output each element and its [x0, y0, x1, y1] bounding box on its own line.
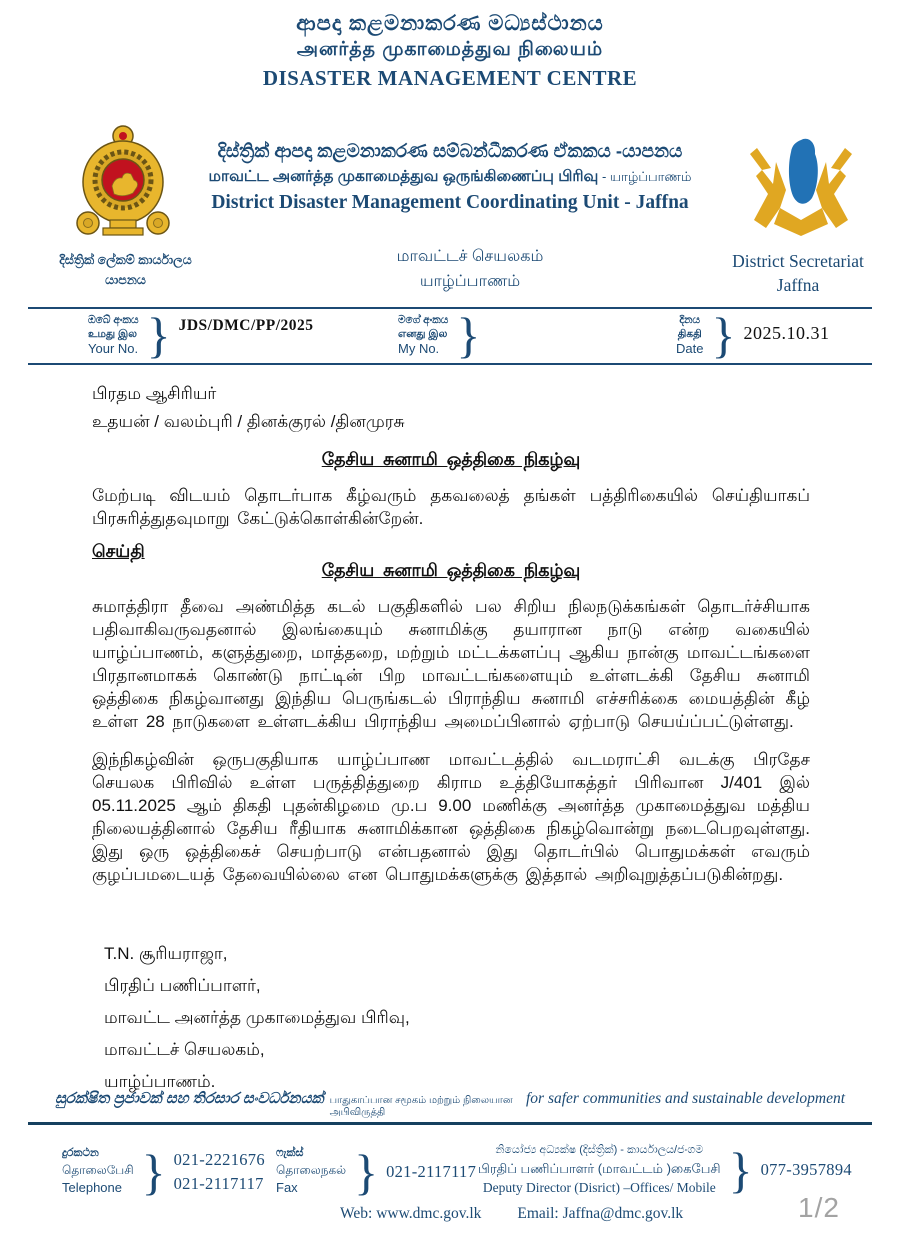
org-title-sinhala: ආපදා කළමනාකරණ මධ්‍යස්ථානය: [296, 12, 604, 35]
telephone-number-2: 021-2117117: [173, 1174, 264, 1194]
telephone-tamil: தொலைபேசி: [62, 1162, 134, 1177]
footer-rule: [28, 1122, 872, 1125]
org-title-tamil: அனர்த்த முகாமைத்துவ நிலையம்: [296, 39, 604, 60]
district-secretariat-logo: [742, 132, 860, 247]
telephone-number-1: 021-2221676: [173, 1150, 265, 1170]
motto-sinhala: සුරක්ෂිත ප්‍රජාවක් සහ තිරසාර සංවර්ධනයක්: [55, 1090, 324, 1107]
fax-brace: }: [354, 1144, 379, 1201]
sri-lanka-emblem-logo: [68, 124, 178, 246]
left-logo-caption-line2: යාපනය: [105, 273, 146, 287]
right-logo-caption-line1: District Secretariat: [732, 251, 864, 271]
subject-heading-2: தேசிய சுனாமி ஒத்திகை நிகழ்வு: [321, 560, 581, 580]
subject-heading: தேசிய சுனாமி ஒத்திகை நிகழ்வு: [321, 449, 581, 469]
reference-bar-bottom-rule: [28, 363, 872, 365]
unit-title-tamil-suffix: - யாழ்ப்பாணம்: [598, 169, 692, 184]
my-no-group: [398, 307, 488, 363]
secretariat-tamil-line2: யாழ்ப்பாணம்: [419, 272, 521, 290]
unit-title-tamil: [170, 168, 730, 187]
right-logo-caption: [698, 250, 898, 297]
body-paragraph-2: இந்நிகழ்வின் ஒருபகுதியாக யாழ்ப்பாண மாவட்டத்தில் வடமராட்சி வடக்கு பிரதேச செயலக பிரிவில் உள்ள பருத்தித்துறை கிராம உத்தியோகத்தர் பிரிவான J/401 இல் 05.11.2025 ஆம் திகதி புதன்கிழமை மு.ப 9.00 மணிக்கு அனர்த்த முகாமைத்துவ மத்திய நிலையத்தினால் தேசிய ரீதியாக சுனாமிக்கான ஒத்திகை நிகழ்வொன்று நடைபெறவுள்ளது. இது ஒரு ஒத்திகைச் செயற்பாடு என்பதனால் இது தொடர்பில் பொதுமக்கள் எவரும் குழப்பமடையத் தேவையில்லை என பொதுமக்களுக்கு இத்தால் அறிவுறுத்தப்படுகின்றது.: [92, 750, 810, 884]
your-no-group: [88, 307, 314, 363]
fax-tamil: தொலைநகல்: [276, 1162, 347, 1177]
deputy-director-tamil: பிரதிப் பணிப்பாளர் (மாவட்டம் )கைபேசி: [478, 1160, 721, 1176]
date-group: [676, 307, 830, 363]
org-title-block: [0, 12, 900, 91]
date-tamil: திகதி: [677, 327, 702, 340]
your-no-brace: }: [146, 307, 171, 363]
fax-sinhala: ෆැක්ස්: [276, 1147, 304, 1159]
my-no-labels: [398, 314, 448, 358]
deputy-director-labels: [478, 1142, 721, 1198]
motto-english: for safer communities and sustainable development: [526, 1090, 845, 1107]
unit-title-tamil-main: மாவட்ட அனர்த்த முகாமைத்துவ ஒருங்கிணைப்பு பிரிவு: [208, 168, 599, 185]
secretariat-tamil-line1: மாவட்டச் செயலகம்: [396, 248, 544, 265]
date-brace: }: [711, 307, 736, 363]
telephone-brace: }: [141, 1144, 166, 1201]
signatory-division: மாவட்ட அனர்த்த முகாமைத்துவ பிரிவு,: [104, 1008, 410, 1027]
secretariat-tamil-block: [320, 245, 620, 295]
telephone-numbers: [174, 1148, 265, 1196]
telephone-sinhala: දුරකථන: [62, 1147, 99, 1159]
sri-lanka-map-icon: [789, 139, 818, 204]
unit-title-english: District Disaster Management Coordinating Unit - Jaffna: [211, 192, 689, 213]
signatory-title: பிரதிப் பணிப்பாளர்,: [104, 976, 261, 995]
signatory-place: யாழ்ப்பாணம்.: [104, 1072, 216, 1091]
web-email-row: [340, 1205, 683, 1223]
fax-english: Fax: [276, 1180, 298, 1196]
motto-tamil: பாதுகாப்பான சமூகம் மற்றும் நிலையான அபிவிருத்தி: [329, 1095, 513, 1118]
right-logo-caption-line2: Jaffna: [776, 274, 820, 295]
telephone-group: [62, 1144, 265, 1201]
fax-number: 021-2117117: [386, 1162, 477, 1182]
my-no-english: My No.: [398, 341, 440, 357]
deputy-director-sinhala: නියෝජ්‍ය අධ්‍යක්ෂ (දිස්ත්‍රික්) - කාර්යාලය/ජංගම: [495, 1144, 704, 1156]
my-no-sinhala: මගේ අංකය: [398, 314, 449, 326]
addressee-block: [92, 380, 405, 436]
org-title-english: DISASTER MANAGEMENT CENTRE: [262, 66, 638, 90]
your-no-tamil: உமது இல: [88, 327, 137, 340]
my-no-tamil: எனது இல: [398, 327, 448, 340]
your-no-labels: [88, 314, 139, 358]
fax-group: [276, 1144, 477, 1201]
motto-row: [55, 1090, 845, 1119]
date-sinhala: දිනය: [679, 314, 701, 326]
left-logo-caption-line1: දිස්ත්‍රික් ලේකම් කාර්යාලය: [59, 253, 192, 267]
signatory-name: T.N. சூரியராஜா,: [104, 944, 228, 963]
date-english: Date: [676, 341, 704, 357]
signatory-office: மாவட்டச் செயலகம்,: [104, 1040, 265, 1059]
email-address: Email: Jaffna@dmc.gov.lk: [517, 1205, 684, 1222]
addressee-line1: பிரதம ஆசிரியர்: [92, 384, 217, 403]
deputy-director-brace: }: [728, 1142, 753, 1199]
addressee-line2: உதயன் / வலம்புரி / தினக்குரல் /தினமுரசு: [92, 412, 405, 432]
left-logo-caption: [38, 250, 213, 290]
body-paragraph-1: சுமாத்திரா தீவை அண்மித்த கடல் பகுதிகளில் பல சிறிய நிலநடுக்கங்கள் தொடர்ச்சியாக பதிவாகிவருவதனால் இலங்கையும் சுனாமிக்கு தயாரான நாடு என்ற வகையில் யாழ்ப்பாணம், களுத்துறை, மாத்தறை, மற்றும் மட்டக்களப்பு ஆகிய நான்கு மாவட்டங்களை பிரதானமாகக் கொண்டு நாட்டின் பிற மாவட்டங்களையும் உள்ளடக்கி தேசிய சுனாமி ஒத்திகை நிகழ்வானது இந்திய பெருங்கடல் பிராந்திய சுனாமி எச்சரிக்கை மையத்தின் கீழ் உள்ள 28 நாடுகளை உள்ளடக்கிய பிராந்திய அமைப்பினால் ஏற்பாடு செயய்ப்பட்டுள்ளது.: [92, 597, 810, 731]
news-heading: செய்தி: [92, 541, 145, 561]
date-labels: [676, 314, 703, 358]
telephone-labels: [62, 1146, 134, 1198]
emblem-icon: [68, 124, 178, 246]
deputy-director-english: Deputy Director (Disrict) –Offices/ Mobile: [482, 1180, 716, 1195]
fax-labels: [276, 1146, 346, 1198]
deputy-director-number: 077-3957894: [760, 1160, 852, 1180]
deputy-director-group: [478, 1142, 852, 1198]
your-no-sinhala: ඔබේ අංකය: [88, 314, 139, 326]
unit-title-block: [170, 140, 730, 214]
hands-holding-map-icon: [742, 132, 860, 247]
my-no-brace: }: [456, 307, 481, 363]
intro-paragraph: மேற்படி விடயம் தொடர்பாக கீழ்வரும் தகவலைத் தங்கள் பத்திரிகையில் செய்தியாகப் பிரசுரித்துதவுமாறு கேட்டுக்கொள்கின்றேன்.: [92, 486, 810, 528]
date-value: 2025.10.31: [743, 323, 830, 343]
your-no-english: Your No.: [88, 341, 139, 357]
web-address: Web: www.dmc.gov.lk: [340, 1205, 482, 1222]
unit-title-sinhala: දිස්ත්‍රික් ආපදා කළමනාකරණ සම්බන්ධීකරණ ඒකකය -යාපනය: [217, 140, 683, 161]
signature-block: [104, 938, 410, 1098]
page-number: 1/2: [798, 1192, 840, 1223]
telephone-english: Telephone: [62, 1180, 122, 1196]
your-no-value: JDS/DMC/PP/2025: [178, 317, 314, 334]
